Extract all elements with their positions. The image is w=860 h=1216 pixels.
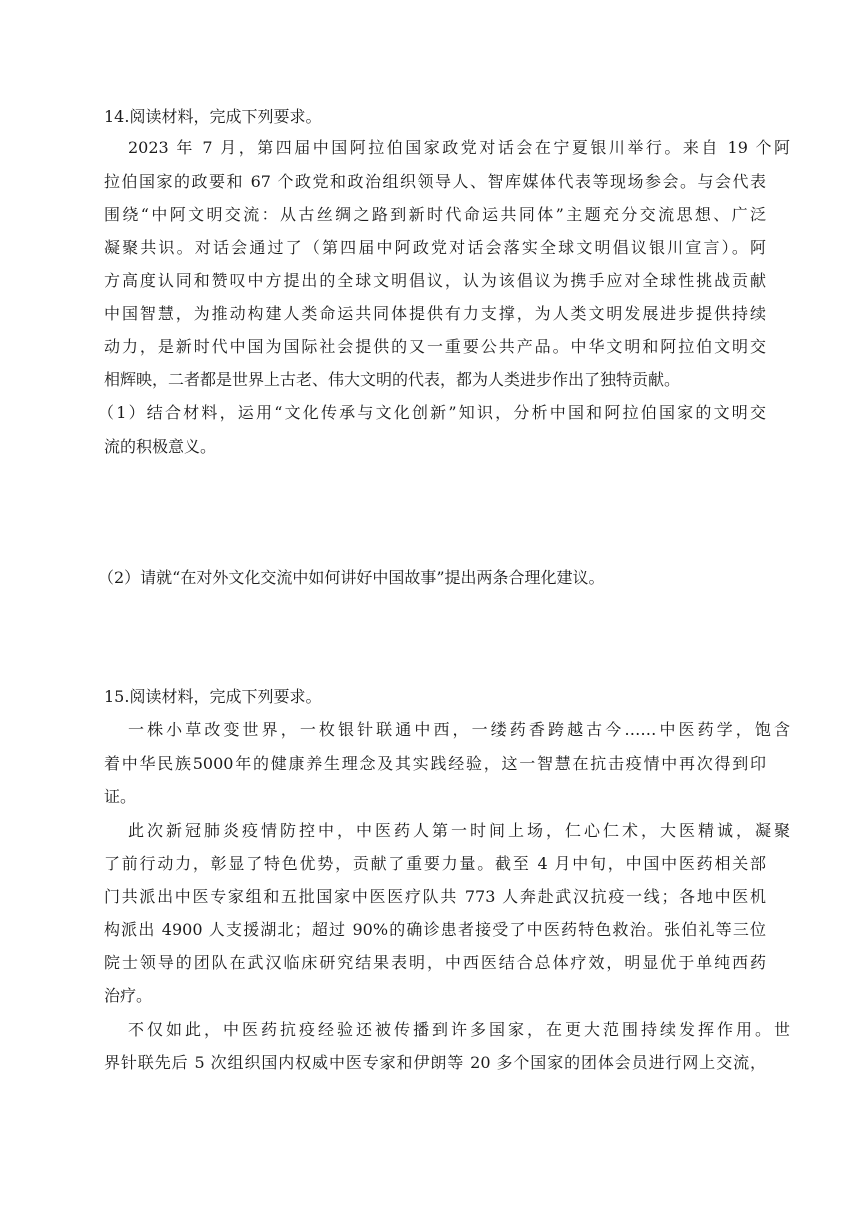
q15-para2-line-1: 此次新冠肺炎疫情防控中，中医药人第一时间上场，仁心仁术，大医精诚，凝聚 [128, 821, 790, 840]
q15-para2-line-6: 治疗。 [104, 986, 153, 1005]
q15-para3-line-1: 不仅如此，中医药抗疫经验还被传播到许多国家，在更大范围持续发挥作用。世 [128, 1020, 790, 1039]
q15-para2-line-3: 门共派出中医专家组和五批国家中医医疗队共 773 人奔赴武汉抗疫一线；各地中医机 [104, 887, 766, 906]
q14-sub1-line-1: （1）结合材料，运用“文化传承与文化创新”知识，分析中国和阿拉伯国家的文明交 [98, 403, 766, 422]
q15-para2-line-5: 院士领导的团队在武汉临床研究结果表明，中西医结合总体疗效，明显优于单纯西药 [104, 953, 766, 972]
q14-material-line-6: 中国智慧，为推动构建人类命运共同体提供有力支撑，为人类文明发展进步提供持续 [104, 304, 766, 323]
q14-material-line-8: 相辉映，二者都是世界上古老、伟大文明的代表，都为人类进步作出了独特贡献。 [104, 370, 681, 389]
q14-material-line-7: 动力，是新时代中国为国际社会提供的又一重要公共产品。中华文明和阿拉伯文明交 [104, 337, 766, 356]
q15-para1-line-1: 一株小草改变世界，一枚银针联通中西，一缕药香跨越古今……中医药学，饱含 [128, 720, 790, 739]
q14-material-line-5: 方高度认同和赞叹中方提出的全球文明倡议，认为该倡议为携手应对全球性挑战贡献 [104, 271, 766, 290]
q15-para2-line-4: 构派出 4900 人支援湖北；超过 90%的确诊患者接受了中医药特色救治。张伯礼等三位 [104, 920, 766, 939]
q14-sub1-line-2: 流的积极意义。 [104, 437, 217, 456]
q14-material-line-2: 拉伯国家的政要和 67 个政党和政治组织领导人、智库媒体代表等现场参会。与会代表 [104, 172, 766, 191]
q15-para1-line-2: 着中华民族5000年的健康养生理念及其实践经验，这一智慧在抗击疫情中再次得到印 [104, 754, 766, 773]
q15-heading: 15.阅读材料，完成下列要求。 [104, 687, 322, 706]
q14-material-line-3: 围绕“中阿文明交流：从古丝绸之路到新时代命运共同体”主题充分交流思想、广泛 [104, 205, 766, 224]
q15-para3-line-2: 界针联先后 5 次组织国内权威中医专家和伊朗等 20 多个国家的团体会员进行网上交流， [104, 1053, 766, 1072]
q15-para2-line-2: 了前行动力，彰显了特色优势，贡献了重要力量。截至 4 月中旬，中国中医药相关部 [104, 854, 766, 873]
q14-material-line-1: 2023 年 7 月，第四届中国阿拉伯国家政党对话会在宁夏银川举行。来自 19 个阿 [128, 138, 790, 157]
q15-para1-line-3: 证。 [104, 787, 137, 806]
q14-material-line-4: 凝聚共识。对话会通过了（第四届中阿政党对话会落实全球文明倡议银川宣言）。阿 [104, 238, 766, 257]
q14-heading: 14.阅读材料，完成下列要求。 [104, 107, 322, 126]
q14-sub2: （2）请就“在对外文化交流中如何讲好中国故事”提出两条合理化建议。 [98, 568, 605, 587]
